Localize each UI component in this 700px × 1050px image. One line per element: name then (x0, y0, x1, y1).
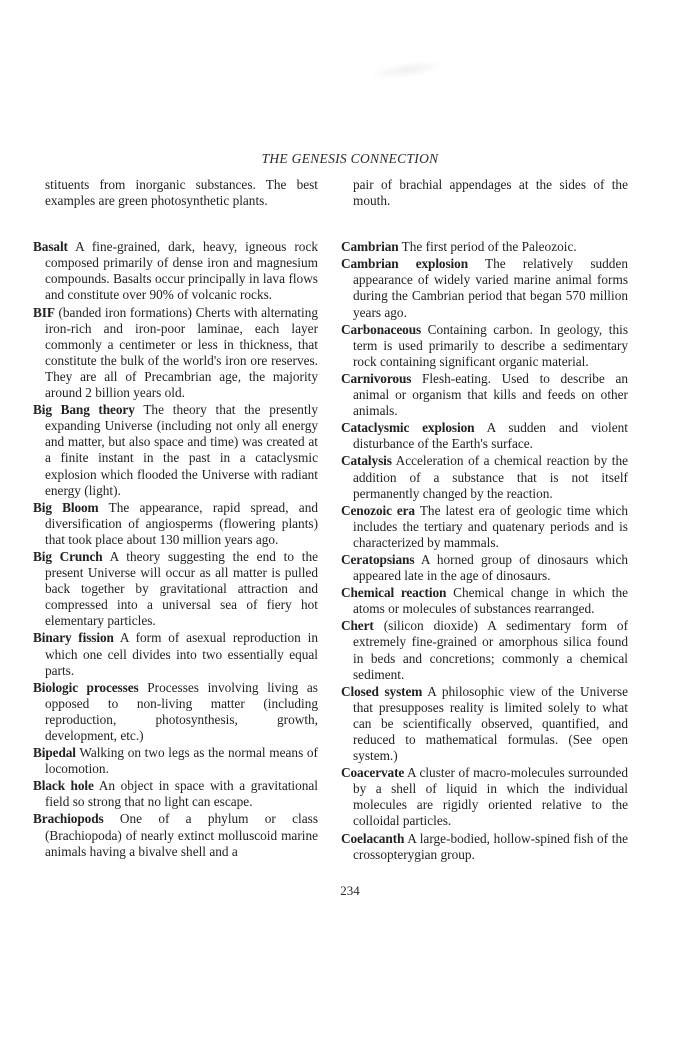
glossary-term: Cambrian explosion (341, 256, 468, 272)
glossary-entry (33, 778, 318, 810)
glossary-definition: (silicon dioxide) A sedimentary form of extremely fine-grained or amorphous silica found in beds and concretions; commonly a chemical sediment. (353, 618, 628, 682)
glossary-entry (341, 322, 628, 370)
glossary-definition: Containing carbon. In geology, this term is used primarily to describe a sedimentary rock containing significant organic material. (353, 321, 629, 369)
glossary-term: Carnivorous (341, 370, 412, 386)
glossary-entry (341, 684, 628, 764)
glossary-term: Bipedal (33, 745, 76, 761)
glossary-entry-list (33, 239, 318, 860)
glossary-entry (341, 256, 628, 320)
glossary-term: Black hole (33, 778, 94, 794)
glossary-entry (33, 680, 318, 744)
glossary-entry (341, 618, 628, 682)
glossary-entry (33, 239, 318, 303)
glossary-definition: The latest era of geologic time which includes the tertiary and quatenary periods and is characterized by mammals. (353, 502, 629, 550)
glossary-definition: A cluster of macro-molecules surrounded by a shell of liquid in which the individual molecules are rigidly oriented relative to the colloidal particles. (353, 765, 628, 829)
glossary-entry (341, 765, 628, 829)
continued-definition: stituents from inorganic substances. The best examples are green photosynthetic plants. (45, 177, 318, 209)
glossary-term: Biologic processes (33, 679, 139, 695)
page-number: 234 (340, 883, 360, 898)
continued-definition: pair of brachial appendages at the sides of the mouth. (353, 177, 628, 209)
glossary-definition: A fine-grained, dark, heavy, igneous rock composed primarily of dense iron and magnesium compounds. Basalts occur principally in lava flows and constitute over 90% of volcanic rocks. (45, 239, 319, 303)
glossary-entry (33, 811, 318, 859)
glossary-entry-list (341, 239, 628, 863)
glossary-definition: The relatively sudden appearance of widely varied marine animal forms during the Cambrian period that began 570 million years ago. (353, 256, 629, 320)
glossary-definition: The first period of the Paleozoic. (401, 239, 577, 255)
glossary-entry (341, 503, 628, 551)
glossary-entry (341, 831, 628, 863)
glossary-term: Big Crunch (33, 548, 103, 564)
glossary-entry (33, 500, 318, 548)
glossary-definition: The theory that the presently expanding Universe (including not only all energy and matter, but also space and time) was created at a finite instant in the past in a cataclysmic explosion which flooded the Universe with radiant energy (light). (45, 402, 318, 498)
glossary-term: BIF (33, 304, 55, 320)
glossary-entry (33, 402, 318, 499)
glossary-entry (341, 371, 628, 419)
glossary-definition: A philosophic view of the Universe that presupposes reality is limited solely to what can be scientifically observed, quantified, and reduced to mathematical formulas. (See open system.) (353, 683, 628, 764)
glossary-definition: Acceleration of a chemical reaction by the addition of a substance that is not itself permanently changed by the reaction. (353, 453, 628, 501)
glossary-term: Big Bloom (33, 499, 99, 515)
glossary-entry (33, 630, 318, 678)
glossary-definition: A theory suggesting the end to the present Universe will occur as all matter is pulled back together by gravitational attraction and compressed into a universal sea of fiery hot elementary particles. (45, 548, 318, 629)
glossary-entry (341, 420, 628, 452)
glossary-term: Cataclysmic explosion (341, 420, 475, 436)
glossary-term: Cenozoic era (341, 502, 415, 518)
glossary-entry (341, 585, 628, 617)
glossary-term: Coacervate (341, 765, 405, 781)
glossary-definition: The appearance, rapid spread, and diversification of angiosperms (flowering plants) that took place about 130 million years ago. (45, 499, 319, 547)
glossary-definition: A large-bodied, hollow-spined fish of the crossopterygian group. (353, 830, 628, 862)
glossary-term: Ceratopsians (341, 551, 415, 567)
glossary-definition: Walking on two legs as the normal means of locomotion. (45, 745, 318, 777)
glossary-term: Cambrian (341, 239, 399, 255)
paper-smudge (367, 57, 446, 84)
glossary-column-left (33, 177, 318, 861)
glossary-definition: A form of asexual reproduction in which one cell divides into two essentially equal parts. (45, 630, 318, 678)
glossary-definition: Processes involving living as opposed to non-living matter (including reproduction, photosynthesis, growth, development, etc.) (45, 679, 318, 743)
glossary-term: Closed system (341, 683, 423, 699)
glossary-entry (341, 239, 628, 255)
glossary-definition: A horned group of dinosaurs which appeared late in the age of dinosaurs. (353, 551, 629, 584)
glossary-entry (341, 552, 628, 584)
glossary-definition: A sudden and violent disturbance of the Earth's surface. (353, 420, 628, 452)
glossary-definition: An object in space with a gravitational field so strong that no light can escape. (45, 778, 318, 810)
glossary-term: Catalysis (341, 453, 392, 469)
glossary-definition: Flesh-eating. Used to describe an animal or organism that kills and feeds on other animals. (353, 370, 629, 419)
glossary-entry (341, 453, 628, 501)
glossary-entry (33, 745, 318, 777)
glossary-term: Binary fission (33, 630, 114, 646)
glossary-term: Chemical reaction (341, 585, 447, 601)
glossary-term: Carbonaceous (341, 321, 422, 337)
glossary-term: Coelacanth (341, 830, 405, 846)
glossary-term: Brachiopods (33, 811, 104, 827)
glossary-entry (33, 549, 318, 629)
glossary-column-right (341, 177, 628, 864)
running-head: THE GENESIS CONNECTION (261, 151, 439, 166)
glossary-definition: (banded iron formations) Cherts with alternating iron-rich and iron-poor laminae, each layer commonly a centimeter or less in thickness, that constitute the bulk of the world's iron ore reserves. They are all of Precambrian age, the majority around 2 billion years old. (45, 304, 318, 401)
glossary-term: Chert (341, 618, 374, 634)
glossary-definition: One of a phylum or class (Brachiopoda) of nearly extinct molluscoid marine animals having a bivalve shell and a (45, 811, 318, 859)
glossary-entry (33, 305, 318, 402)
glossary-definition: Chemical change in which the atoms or molecules of substances rearranged. (353, 585, 628, 617)
glossary-term: Big Bang theory (33, 402, 135, 418)
glossary-term: Basalt (33, 239, 68, 255)
